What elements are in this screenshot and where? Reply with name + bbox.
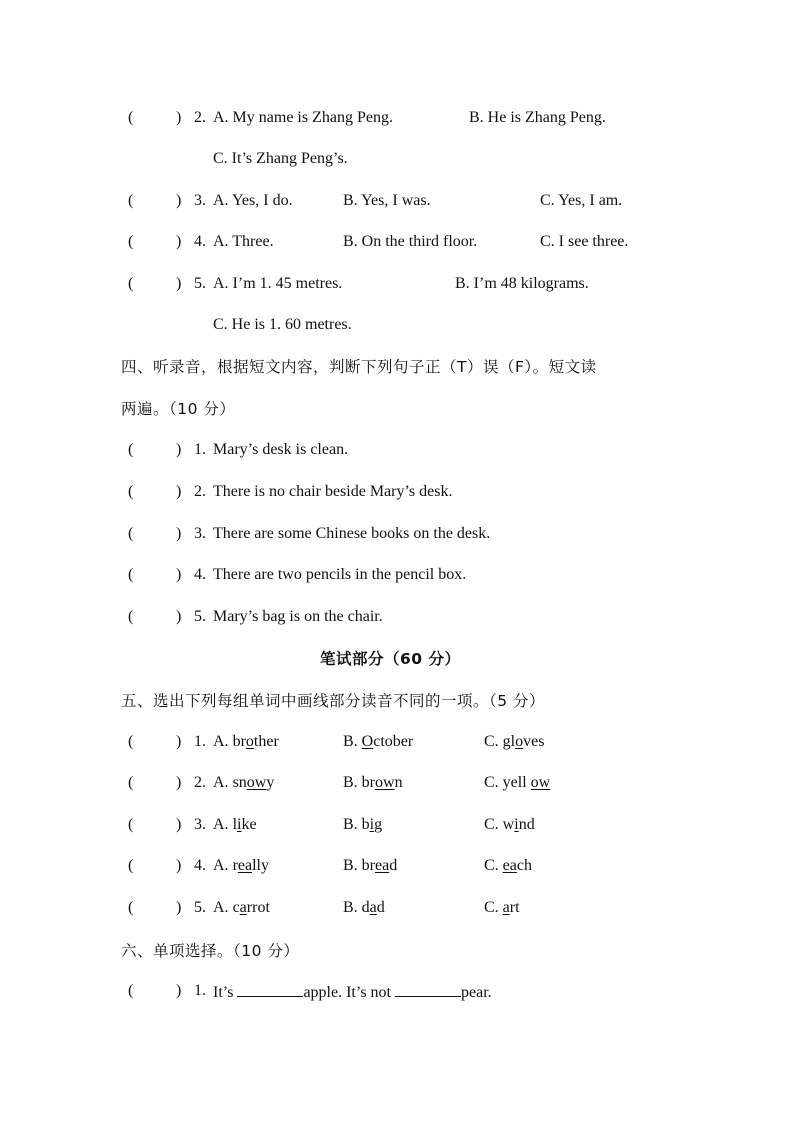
word-part: d <box>376 899 385 916</box>
answer-paren-close: ) <box>176 816 182 833</box>
option-letter: A. <box>213 899 233 916</box>
statement-text: There are some Chinese books on the desk. <box>213 525 491 542</box>
word-part: ther <box>253 733 279 750</box>
question-text-part-1: It’s <box>213 984 238 1001</box>
answer-paren-open: ( <box>128 774 134 791</box>
option-a: A. My name is Zhang Peng. <box>213 109 393 126</box>
answer-paren-open: ( <box>128 816 134 833</box>
underlined-letters: ea <box>375 857 390 874</box>
question-number: 3. <box>194 816 206 833</box>
option-letter: A. <box>213 733 233 750</box>
underlined-letters: ea <box>237 857 253 874</box>
word-part: y <box>266 774 275 791</box>
word-part: r <box>232 857 238 874</box>
section-5-title: 五、选出下列每组单词中画线部分读音不同的一项。（5 分） <box>121 692 546 710</box>
underlined-letters: ow <box>530 774 551 791</box>
underlined-letters: a <box>502 899 510 916</box>
option-c: C. He is 1. 60 metres. <box>213 316 352 333</box>
written-part-heading: 笔试部分（60 分） <box>320 650 461 668</box>
word-part: n <box>394 774 403 791</box>
underlined-letters: i <box>237 816 242 833</box>
word-part: rt <box>509 899 520 916</box>
question-number: 1. <box>194 441 206 458</box>
question-text <box>213 982 492 1002</box>
option-c: C. Yes, I am. <box>540 192 623 209</box>
statement-text: There are two pencils in the pencil box. <box>213 566 467 583</box>
underlined-letters: O <box>361 733 374 750</box>
underlined-letters: ea <box>502 857 517 874</box>
option-b: B. I’m 48 kilograms. <box>455 275 589 292</box>
option-letter: A. <box>213 857 233 874</box>
option-c <box>484 899 520 917</box>
option-c <box>484 816 535 834</box>
answer-paren-open: ( <box>128 857 134 874</box>
answer-paren-close: ) <box>176 733 182 750</box>
option-letter: A. <box>213 774 233 791</box>
option-letter: C. <box>484 857 503 874</box>
option-letter: B. <box>343 816 362 833</box>
question-number: 2. <box>194 774 206 791</box>
word-part: gl <box>502 733 516 750</box>
answer-paren-open: ( <box>128 899 134 916</box>
word-part: sn <box>232 774 247 791</box>
question-number: 5. <box>194 899 206 916</box>
option-a <box>213 733 279 751</box>
question-number: 3. <box>194 525 206 542</box>
option-c <box>484 733 544 751</box>
option-b <box>343 857 397 875</box>
answer-blank[interactable] <box>395 982 461 997</box>
answer-paren-close: ) <box>176 275 182 292</box>
option-b <box>343 816 382 834</box>
option-letter: C. <box>484 733 503 750</box>
option-b: B. On the third floor. <box>343 233 478 250</box>
statement-text: There is no chair beside Mary’s desk. <box>213 483 453 500</box>
word-part: d <box>389 857 398 874</box>
word-part: ke <box>241 816 257 833</box>
option-a <box>213 774 274 792</box>
question-text-part-3: pear. <box>461 984 492 1001</box>
option-a <box>213 857 269 875</box>
answer-paren-close: ) <box>176 608 182 625</box>
section-4-title-line-1: 四、听录音，根据短文内容，判断下列句子正（T）误（F）。短文读 <box>121 358 597 376</box>
question-number: 4. <box>194 566 206 583</box>
statement-text: Mary’s bag is on the chair. <box>213 608 383 625</box>
option-b <box>343 733 413 751</box>
word-part: lly <box>252 857 269 874</box>
answer-paren-close: ) <box>176 899 182 916</box>
question-number: 4. <box>194 857 206 874</box>
question-number: 1. <box>194 982 206 999</box>
answer-paren-open: ( <box>128 608 134 625</box>
underlined-letters: i <box>514 816 519 833</box>
underlined-letters: i <box>369 816 375 833</box>
answer-paren-open: ( <box>128 192 134 209</box>
option-letter: B. <box>343 733 362 750</box>
answer-paren-open: ( <box>128 275 134 292</box>
word-part: l <box>232 816 238 833</box>
word-part: br <box>232 733 246 750</box>
option-a: A. Yes, I do. <box>213 192 293 209</box>
word-part: c <box>232 899 240 916</box>
word-part: g <box>374 816 383 833</box>
option-b: B. Yes, I was. <box>343 192 431 209</box>
answer-paren-close: ) <box>176 566 182 583</box>
section-6-title: 六、单项选择。（10 分） <box>121 942 300 960</box>
question-number: 5. <box>194 275 206 292</box>
question-number: 5. <box>194 608 206 625</box>
underlined-letters: ow <box>375 774 395 791</box>
answer-blank[interactable] <box>237 982 303 997</box>
option-b <box>343 899 385 917</box>
option-a <box>213 816 257 834</box>
answer-paren-close: ) <box>176 441 182 458</box>
word-part: br <box>361 857 375 874</box>
answer-paren-open: ( <box>128 109 134 126</box>
question-text-part-2: apple. It’s not <box>303 984 395 1001</box>
answer-paren-close: ) <box>176 233 182 250</box>
answer-paren-close: ) <box>176 192 182 209</box>
word-part: rrot <box>246 899 270 916</box>
section-4-title-line-2: 两遍。（10 分） <box>121 400 236 418</box>
word-part: nd <box>518 816 535 833</box>
option-letter: C. <box>484 816 503 833</box>
word-part: yell <box>502 774 531 791</box>
option-a: A. Three. <box>213 233 274 250</box>
word-part: br <box>361 774 375 791</box>
option-letter: C. <box>484 774 503 791</box>
option-letter: A. <box>213 816 233 833</box>
question-number: 1. <box>194 733 206 750</box>
word-part: ch <box>516 857 532 874</box>
answer-paren-close: ) <box>176 857 182 874</box>
answer-paren-close: ) <box>176 525 182 542</box>
answer-paren-open: ( <box>128 566 134 583</box>
statement-text: Mary’s desk is clean. <box>213 441 349 458</box>
word-part: w <box>502 816 515 833</box>
option-letter: B. <box>343 774 362 791</box>
option-letter: C. <box>484 899 503 916</box>
underlined-letters: o <box>245 733 254 750</box>
option-c: C. It’s Zhang Peng’s. <box>213 150 348 167</box>
underlined-letters: ow <box>246 774 267 791</box>
answer-paren-open: ( <box>128 483 134 500</box>
option-b: B. He is Zhang Peng. <box>469 109 606 126</box>
answer-paren-open: ( <box>128 441 134 458</box>
option-c <box>484 774 550 792</box>
answer-paren-open: ( <box>128 525 134 542</box>
option-b <box>343 774 403 792</box>
question-number: 3. <box>194 192 206 209</box>
question-number: 2. <box>194 483 206 500</box>
underlined-letters: a <box>239 899 247 916</box>
option-letter: B. <box>343 857 362 874</box>
option-a: A. I’m 1. 45 metres. <box>213 275 343 292</box>
option-a <box>213 899 270 917</box>
question-number: 4. <box>194 233 206 250</box>
option-letter: B. <box>343 899 362 916</box>
option-c <box>484 857 532 875</box>
answer-paren-close: ) <box>176 774 182 791</box>
answer-paren-close: ) <box>176 483 182 500</box>
word-part: ctober <box>373 733 414 750</box>
answer-paren-open: ( <box>128 733 134 750</box>
answer-paren-close: ) <box>176 109 182 126</box>
underlined-letters: o <box>515 733 524 750</box>
word-part: b <box>361 816 370 833</box>
answer-paren-open: ( <box>128 233 134 250</box>
option-c: C. I see three. <box>540 233 629 250</box>
word-part: ves <box>523 733 545 750</box>
word-part: d <box>361 899 370 916</box>
question-number: 2. <box>194 109 206 126</box>
answer-paren-open: ( <box>128 982 134 999</box>
underlined-letters: a <box>369 899 377 916</box>
answer-paren-close: ) <box>176 982 182 999</box>
